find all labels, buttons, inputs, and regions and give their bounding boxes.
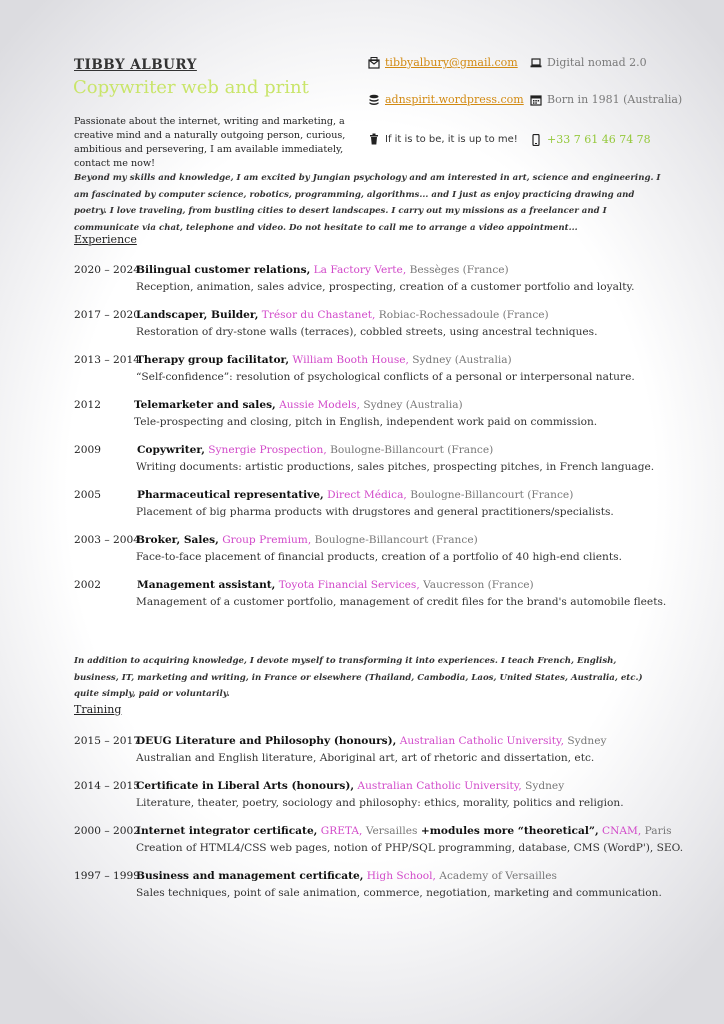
- entry-org: Australian Catholic University,: [357, 780, 522, 792]
- database-icon: [368, 94, 380, 106]
- transition-paragraph: In addition to acquiring knowledge, I devote myself to transforming it into experiences. I teach French, English, business, IT, marketing and writing, in France or elsewhere (Thailand, Cambodia, Laos, United States, Australia, etc.) quite simply, paid or voluntarily.: [74, 656, 643, 699]
- entry-description: Management of a customer portfolio, management of credit files for the brand's automobile fleets.: [136, 596, 667, 608]
- entry-heading: [136, 534, 478, 546]
- entry-years: 1997 – 1999: [74, 870, 140, 882]
- entry-loc: Sydney (Australia): [363, 399, 463, 411]
- intro-text: Passionate about the internet, writing and marketing, a creative mind and a naturally outgoing person, curious, ambitious and persevering, I am available immediately, contact me now!: [74, 116, 346, 169]
- entry-header-line: [74, 534, 694, 551]
- entry-loc: Versailles: [365, 825, 418, 837]
- entry-description: Creation of HTML4/CSS web pages, notion of PHP/SQL programming, database, CMS (WordP'), SEO.: [136, 842, 684, 854]
- mail-icon: [368, 57, 380, 69]
- entry-header-line: [74, 444, 694, 461]
- entry-years: 2005: [74, 489, 101, 501]
- entry-role: Business and management certificate,: [136, 870, 364, 882]
- entry-heading: [136, 309, 549, 321]
- entry-years: 2014 – 2015: [74, 780, 140, 792]
- entry-heading: [137, 579, 534, 591]
- entry-org: La Factory Verte,: [313, 264, 407, 276]
- entry-heading: [136, 264, 509, 276]
- entry-role: Landscaper, Builder,: [136, 309, 259, 321]
- phone-number[interactable]: +33 7 61 46 74 78: [547, 133, 651, 146]
- entry-loc: Sydney: [567, 735, 607, 747]
- motto-text: If it is to be, it is up to me!: [385, 133, 518, 145]
- entry-description: Australian and English literature, Aboriginal art, art of rhetoric and dissertation, etc.: [136, 752, 595, 764]
- entry-years: 2009: [74, 444, 101, 456]
- website-link[interactable]: adnspirit.wordpress.com: [385, 93, 524, 106]
- experience-heading: Experience: [74, 233, 137, 246]
- entry-loc: Boulogne-Billancourt (France): [314, 534, 478, 546]
- status-row: [530, 56, 647, 69]
- entry-loc: Sydney (Australia): [412, 354, 512, 366]
- entry-description: Placement of big pharma products with drugstores and general practitioners/specialists.: [136, 506, 614, 518]
- trash-icon: [368, 133, 380, 145]
- entry-item: [74, 444, 694, 473]
- entry-org: Australian Catholic University,: [399, 735, 564, 747]
- entry-heading: [136, 354, 512, 366]
- entry-header-line: [74, 579, 694, 596]
- entry-org: Direct Médica,: [327, 489, 407, 501]
- entry-org: Aussie Models,: [279, 399, 360, 411]
- entry-heading: [134, 399, 463, 411]
- entry-item: [74, 309, 694, 338]
- birth-text: Born in 1981 (Australia): [547, 93, 683, 106]
- entry-role: Copywriter,: [137, 444, 205, 456]
- entry-loc: Boulogne-Billancourt (France): [330, 444, 494, 456]
- entry-loc: Sydney: [525, 780, 565, 792]
- entry-header-line: [74, 309, 694, 326]
- entry-role: Broker, Sales,: [136, 534, 219, 546]
- entry-description: Sales techniques, point of sale animation, commerce, negotiation, marketing and communication.: [136, 887, 662, 899]
- entry-role: Certificate in Liberal Arts (honours),: [136, 780, 355, 792]
- entry-extra: +modules more “theoretical”,: [420, 825, 599, 837]
- entry-item: [74, 579, 694, 608]
- entry-years: 2015 – 2017: [74, 735, 140, 747]
- email-row: [368, 56, 518, 69]
- entry-header-line: [74, 780, 694, 797]
- entry-item: [74, 354, 694, 383]
- entry-org: High School,: [366, 870, 436, 882]
- entry-heading: [136, 735, 606, 747]
- candidate-name: TIBBY ALBURY: [74, 57, 197, 73]
- entry-description: Tele-prospecting and closing, pitch in English, independent work paid on commission.: [134, 416, 598, 428]
- status-text: Digital nomad 2.0: [547, 56, 647, 69]
- entry-item: [74, 264, 694, 293]
- entry-heading: [137, 444, 493, 456]
- website-row: [368, 93, 524, 106]
- entry-org: Group Premium,: [222, 534, 312, 546]
- entry-description: “Self-confidence”: resolution of psychological conflicts of a personal or interpersonal nature.: [136, 371, 635, 383]
- laptop-icon: [530, 57, 542, 69]
- entry-role: Bilingual customer relations,: [136, 264, 311, 276]
- entry-years: 2012: [74, 399, 101, 411]
- entry-heading: [136, 780, 564, 792]
- about-paragraph: Beyond my skills and knowledge, I am excited by Jungian psychology and am interested in art, science and engineering. I am fascinated by computer science, robotics, programming, algorithms... and I just as enjoy practicing drawing and poetry. I love traveling, from bustling cities to desert landscapes. I carry out my missions as a freelancer and I communicate via chat, telephone and video. Do not hesitate to call me to arrange a video appointment...: [74, 173, 661, 233]
- entry-header-line: [74, 735, 694, 752]
- entry-loc: Academy of Versailles: [439, 870, 557, 882]
- entry-loc: Boulogne-Billancourt (France): [410, 489, 574, 501]
- entry-loc: Vaucresson (France): [423, 579, 534, 591]
- job-title: Copywriter web and print: [73, 77, 309, 98]
- entry-years: 2003 – 2004: [74, 534, 140, 546]
- entry-role: Internet integrator certificate,: [136, 825, 318, 837]
- entry-description: Restoration of dry-stone walls (terraces), cobbled streets, using ancestral techniques.: [136, 326, 598, 338]
- birth-row: [530, 93, 682, 106]
- entry-header-line: [74, 870, 694, 887]
- entry-org2: CNAM,: [602, 825, 642, 837]
- entry-item: [74, 870, 694, 899]
- entry-item: [74, 825, 694, 854]
- entry-org: William Booth House,: [292, 354, 409, 366]
- entry-item: [74, 735, 694, 764]
- entry-years: 2000 – 2002: [74, 825, 140, 837]
- calendar-icon: [530, 94, 542, 106]
- entry-org: GRETA,: [320, 825, 363, 837]
- entry-years: 2017 – 2020: [74, 309, 140, 321]
- entry-header-line: [74, 489, 694, 506]
- email-link[interactable]: tibbyalbury@gmail.com: [385, 56, 518, 69]
- training-heading: Training: [74, 703, 122, 716]
- entry-heading: [137, 489, 573, 501]
- entry-role: Therapy group facilitator,: [136, 354, 290, 366]
- entry-description: Reception, animation, sales advice, prospecting, creation of a customer portfolio and loyalty.: [136, 281, 635, 293]
- entry-loc2: Paris: [644, 825, 672, 837]
- entry-description: Literature, theater, poetry, sociology and philosophy: ethics, morality, politics and religion.: [136, 797, 624, 809]
- entry-org: Trésor du Chastanet,: [261, 309, 376, 321]
- entry-role: DEUG Literature and Philosophy (honours),: [136, 735, 397, 747]
- entry-role: Telemarketer and sales,: [134, 399, 276, 411]
- entry-role: Pharmaceutical representative,: [137, 489, 324, 501]
- phone-row: [530, 133, 651, 146]
- entry-header-line: [74, 354, 694, 371]
- entry-item: [74, 399, 694, 428]
- entry-role: Management assistant,: [137, 579, 276, 591]
- entry-loc: Bessèges (France): [409, 264, 509, 276]
- entry-header-line: [74, 399, 694, 416]
- entry-org: Synergie Prospection,: [208, 444, 327, 456]
- entry-item: [74, 489, 694, 518]
- entry-heading: [136, 870, 557, 882]
- entry-loc: Robiac-Rochessadoule (France): [378, 309, 549, 321]
- phone-icon: [530, 134, 542, 146]
- entry-header-line: [74, 825, 694, 842]
- entry-years: 2002: [74, 579, 101, 591]
- entry-description: Writing documents: artistic productions, sales pitches, prospecting pitches, in French language.: [136, 461, 655, 473]
- entry-item: [74, 780, 694, 809]
- motto-row: [368, 133, 518, 145]
- entry-description: Face-to-face placement of financial products, creation of a portfolio of 40 high-end clients.: [136, 551, 622, 563]
- entry-heading: [136, 825, 672, 837]
- entry-header-line: [74, 264, 694, 281]
- entry-org: Toyota Financial Services,: [278, 579, 420, 591]
- entry-item: [74, 534, 694, 563]
- entry-years: 2013 – 2014: [74, 354, 140, 366]
- entry-years: 2020 – 2024: [74, 264, 140, 276]
